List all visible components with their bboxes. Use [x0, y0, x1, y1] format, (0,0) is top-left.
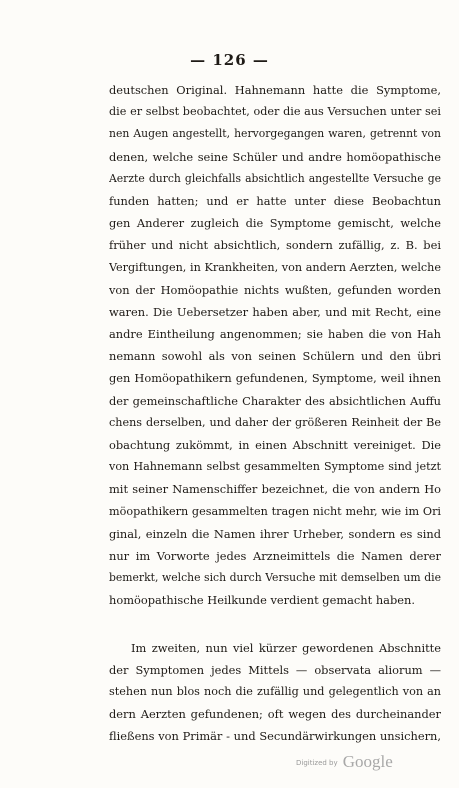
- text-line: die er selbst beobachtet, oder die aus Versuchen unter sei: [109, 105, 441, 119]
- text-line: Aerzte durch gleichfalls absichtlich angestellte Versuche ge: [109, 171, 441, 185]
- text-line: obachtung zukömmt, in einen Abschnitt vereiniget. Die: [109, 438, 441, 452]
- paragraph: [109, 79, 441, 612]
- text-line: deutschen Original. Hahnemann hatte die Symptome,: [109, 83, 441, 97]
- text-line: Im zweiten, nun viel kürzer gewordenen Abschnitte: [131, 640, 441, 655]
- text-line: funden hatten; und er hatte unter diese Beobachtun: [109, 193, 441, 208]
- text-line: chens derselben, und daher der größeren Reinheit der Be: [109, 415, 441, 429]
- text-line: gen Homöopathikern gefundenen, Symptome, weil ihnen: [109, 371, 441, 386]
- text-line: der Symptomen jedes Mittels — observata aliorum —: [109, 662, 441, 677]
- text-line: von Hahnemann selbst gesammelten Symptome sind jetzt: [109, 460, 441, 474]
- text-line: möopathikern gesammelten tragen nicht mehr, wie im Ori: [109, 504, 441, 518]
- paragraph-gap: [109, 612, 441, 637]
- paragraph: [109, 637, 441, 748]
- text-line: der gemeinschaftliche Charakter des absichtlichen Auffu: [109, 393, 441, 408]
- text-line: stehen nun blos noch die zufällig und gelegentlich von an: [109, 684, 441, 698]
- text-line: nen Augen angestellt, hervorgegangen waren, getrennt von: [109, 127, 441, 141]
- digitized-by-label: Digitized by: [296, 759, 338, 767]
- text-line: nur im Vorworte jedes Arzneimittels die Namen derer: [109, 548, 441, 563]
- text-line: dern Aerzten gefundenen; oft wegen des durcheinander: [109, 707, 441, 722]
- text-line: Vergiftungen, in Krankheiten, von andern Aerzten, welche: [109, 260, 441, 274]
- google-logo: Google: [342, 752, 393, 771]
- text-line: von der Homöopathie nichts wußten, gefunden worden: [109, 282, 441, 297]
- text-line: denen, welche seine Schüler und andre homöopathische: [109, 149, 441, 164]
- page-body: [109, 79, 441, 747]
- text-line: bemerkt, welche sich durch Versuche mit demselben um die: [109, 571, 441, 585]
- text-line: gen Anderer zugleich die Symptome gemischt, welche: [109, 216, 441, 231]
- text-line: andre Eintheilung angenommen; sie haben die von Hah: [109, 327, 441, 342]
- text-line: nemann sowohl als von seinen Schülern und den übri: [109, 349, 441, 364]
- text-line: mit seiner Namenschiffer bezeichnet, die von andern Ho: [109, 482, 441, 497]
- text-line: waren. Die Uebersetzer haben aber, und mit Recht, eine: [109, 304, 441, 319]
- text-line: ginal, einzeln die Namen ihrer Urheber, sondern es sind: [109, 526, 441, 541]
- text-line: fließens von Primär - und Secundärwirkungen unsichern,: [109, 729, 441, 744]
- digitization-watermark: [296, 752, 393, 772]
- text-line: früher und nicht absichtlich, sondern zufällig, z. B. bei: [109, 238, 441, 253]
- page-number: — 126 —: [190, 51, 269, 69]
- text-line: homöopathische Heilkunde verdient gemacht haben.: [109, 593, 415, 608]
